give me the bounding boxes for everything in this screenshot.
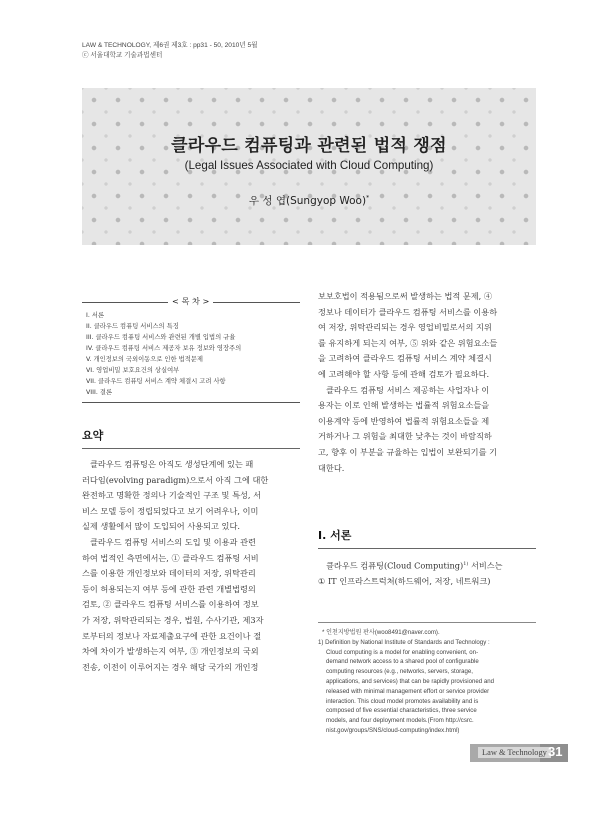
footnote-rule [318,622,536,623]
title-box [102,101,516,232]
footnote-line: 1) Definition by National Institute of Standards and Technology : [318,638,490,646]
text-line: 실제 생활에서 많이 도입되어 사용되고 있다. [82,521,240,532]
text-line: 클라우드 컴퓨팅은 아직도 생성단계에 있는 패 [90,459,254,469]
text-fragment: 클라우드 컴퓨팅(Cloud Computing) [326,560,464,571]
text-line: ① IT 인프라스트럭쳐(하드웨어, 저장, 네트워크) [318,576,491,587]
text-line: 차에 차이가 발생하는지 여부, ③ 개인정보의 국외 [82,646,259,657]
title-english: (Legal Issues Associated with Cloud Computing) [184,159,434,172]
publisher-line: ⓒ 서울대학교 기술과법센터 [82,52,163,59]
text-line: 이용계약 등에 반영하여 법률적 위험요소들을 제 [318,415,490,426]
toc-item: II. 클라우드 컴퓨팅 서비스의 특징 [86,323,179,330]
text-line: 로부터의 정보나 자료제출요구에 관한 요건이나 절 [82,630,262,641]
text-line: 전송, 이전이 이루어지는 경우 해당 국가의 개인정 [82,661,259,672]
text-line: 고, 향후 이 부분을 규율하는 입법이 보완되기를 기 [318,446,498,457]
footnote-line: Cloud computing is a model for enabling convenient, on- [326,648,479,656]
footnote-line: composed of five essential characteristics, three service [326,707,477,715]
author-footnote-mark: * [366,194,370,202]
footnote-line: interaction. This cloud model promotes availability and is [326,697,479,705]
abstract-heading: 요약 [82,429,104,442]
footer-journal-name: Law & Technology [478,747,551,758]
text-line: 정보나 데이터가 클라우드 컴퓨팅 서비스를 이용하 [318,306,498,317]
text-line: 클라우드 컴퓨팅 서비스의 도입 및 이용과 관련 [90,536,256,547]
text-line: 비스 모델 등이 정립되었다고 보기 어려우나, 이미 [82,505,259,516]
text-line [318,557,540,574]
footnote-line: nist.gov/groups/SNS/cloud-computing/index.html) [326,726,460,734]
title-korean: 클라우드 컴퓨팅과 관련된 법적 쟁점 [171,136,447,156]
toc-item: III. 클라우드 컴퓨팅 서비스와 관련된 개별 입법의 규율 [86,334,236,341]
text-line: 클라우드 컴퓨팅 서비스 제공하는 사업자나 이 [326,384,490,395]
toc-item: VI. 영업비밀 보호요건의 상실여부 [86,367,180,374]
table-of-contents [82,298,300,405]
text-fragment: 서비스는 [470,560,503,571]
toc-item: V. 개인정보의 국외이동으로 인한 법적문제 [86,356,203,363]
abstract-continued [318,289,540,476]
intro-rule [318,548,536,549]
text-line: 에 고려해야 할 사항 등에 관해 검토가 필요하다. [318,368,490,379]
footnote-line: computing resources (e.g., networks, servers, storage, [326,668,473,676]
author-name: 우 성 엽(Sungyop Woo) [248,195,367,207]
toc-item: IV. 클라우드 컴퓨팅 서비스 제공자 보유 정보와 영장주의 [86,345,242,352]
journal-citation: LAW & TECHNOLOGY, 제6권 제3호 : pp31 - 50, 2010년 5월 [82,42,258,49]
text-line: 가 저장, 위탁관리되는 경우, 법원, 수사기관, 제3자 [82,614,264,625]
intro-body [318,557,540,590]
journal-header [82,41,258,61]
toc-item: I. 서론 [86,312,105,319]
toc-title: < 목 차 > [168,296,213,307]
text-line: 여 저장, 위탁관리되는 경우 영업비밀로서의 지위 [318,322,492,333]
title-banner [82,88,536,245]
footnote-line: demand network access to a shared pool of configurable [326,658,479,666]
toc-item: VII. 클라우드 컴퓨팅 서비스 계약 체결시 고려 사항 [86,378,226,385]
intro-heading: I. 서론 [318,529,352,542]
abstract-rule [82,448,300,449]
text-line: 를 유지하게 되는지 여부, ⑤ 위와 같은 위험요소들 [318,337,498,348]
text-line: 스를 이용한 개인정보와 데이터의 저장, 위탁관리 [82,568,256,579]
text-line: 등이 허용되는지 여부 등에 관한 관련 개별법령의 [82,583,256,594]
text-line: 을 고려하여 클라우드 컴퓨팅 서비스 계약 체결시 [318,353,492,364]
text-line: 하여 법적인 측면에서는, ① 클라우드 컴퓨팅 서비 [82,552,259,563]
footnote-line: released with minimal management effort or service provider [326,687,490,695]
text-line: 러다임(evolving paradigm)으로서 아직 그에 대한 [82,474,269,485]
toc-bottom-rule [82,402,300,403]
text-line: 용자는 이로 인해 발생하는 법률적 위험요소들을 [318,400,490,411]
text-line: 검토, ② 클라우드 컴퓨팅 서비스를 이용하여 정보 [82,599,259,610]
abstract-body [82,457,302,675]
text-line: 대한다. [318,462,345,473]
footnote-line: applications, and services) that can be rapidly provisioned and [326,677,495,685]
footnotes [318,628,540,736]
footnote-ref: 1) [463,561,469,567]
author-line [102,193,516,208]
toc-item: VIII. 결론 [86,389,113,396]
text-line: 보보호법이 적용됨으로써 발생하는 법적 문제, ④ [318,291,493,301]
footnote-line: models, and four deployment models.(From http://csrc. [326,717,474,725]
page-number: 31 [548,744,563,759]
text-line: 완전하고 명확한 정의나 기술적인 구조 및 특성, 서 [82,490,262,501]
footnote-author: * 인천지방법원 판사(woo8491@naver.com). [322,629,440,636]
toc-list [86,310,241,398]
text-line: 거하거나 그 위험을 최대한 낮추는 것이 바람직하 [318,431,492,442]
